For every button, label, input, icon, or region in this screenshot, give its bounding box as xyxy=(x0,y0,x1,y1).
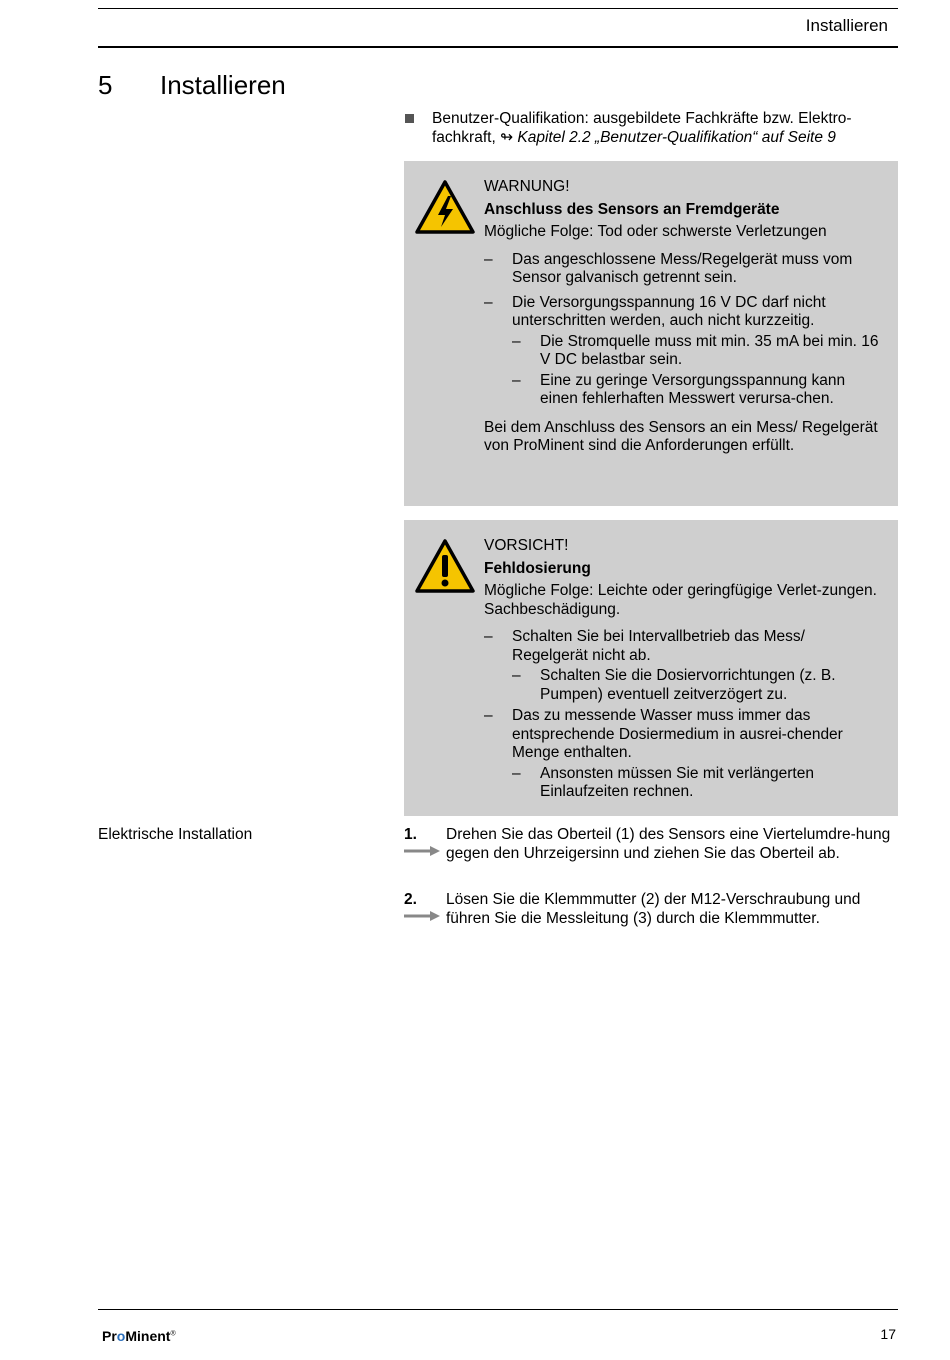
caution-content xyxy=(484,537,884,802)
dash-marker: – xyxy=(484,293,493,311)
warning-subitem xyxy=(512,372,884,409)
chapter-reference-link[interactable]: Kapitel 2.2 „Benutzer-Qualifikation“ auf Seite 9 xyxy=(517,128,836,146)
caution-exclamation-icon xyxy=(414,538,476,594)
caution-box xyxy=(404,520,898,816)
chapter-title: Installieren xyxy=(160,70,286,100)
side-heading-electrical-installation: Elektrische Installation xyxy=(98,826,253,843)
user-qualification xyxy=(432,110,892,147)
header-top-rule xyxy=(98,8,898,9)
caution-item xyxy=(484,628,884,704)
warning-subitem xyxy=(512,333,884,370)
step-arrow-icon xyxy=(404,846,440,856)
caution-subitem-text: Schalten Sie die Dosiervorrichtungen (z. B. Pumpen) eventuell zeitverzögert zu. xyxy=(540,667,836,703)
cross-reference-icon: ↬ xyxy=(500,128,514,146)
footer-rule xyxy=(98,1309,898,1310)
warning-item-text: Die Versorgungsspannung 16 V DC darf nicht unterschritten werden, auch nicht kurzzeitig. xyxy=(512,293,826,329)
header-bottom-rule xyxy=(98,46,898,48)
warning-subitem-text: Eine zu geringe Versorgungsspannung kann einen fehlerhaften Messwert verursa-chen. xyxy=(540,371,846,407)
instruction-step xyxy=(404,826,896,886)
dash-marker: – xyxy=(484,707,493,724)
warning-subitem-text: Die Stromquelle muss mit min. 35 mA bei min. 16 V DC belastbar sein. xyxy=(540,332,879,368)
dash-marker: – xyxy=(484,628,493,645)
step-arrow-icon xyxy=(404,911,440,921)
warning-item xyxy=(484,294,884,409)
dash-marker: – xyxy=(484,250,493,268)
warning-note: Bei dem Anschluss des Sensors an ein Mess/ Regelgerät von ProMinent sind die Anforderungen erfüllt. xyxy=(484,418,878,454)
caution-signal-word: VORSICHT! xyxy=(484,537,569,554)
warning-item-text: Das angeschlossene Mess/Regelgerät muss vom Sensor galvanisch getrennt sein. xyxy=(512,250,853,286)
warning-box xyxy=(404,161,898,506)
caution-subitem xyxy=(512,765,884,802)
warning-item xyxy=(484,251,884,288)
dash-marker: – xyxy=(512,332,521,350)
caution-subitem xyxy=(512,667,884,704)
electrical-hazard-icon xyxy=(414,179,476,235)
warning-hazard: Anschluss des Sensors an Fremdgeräte xyxy=(484,200,780,218)
dash-marker: – xyxy=(512,371,521,389)
warning-consequence: Mögliche Folge: Tod oder schwerste Verletzungen xyxy=(484,223,827,240)
instruction-step xyxy=(404,891,896,931)
chapter-number: 5 xyxy=(98,70,113,100)
square-bullet-icon xyxy=(405,114,414,123)
caution-consequence: Mögliche Folge: Leichte oder geringfügige Verlet-zungen. Sachbeschädigung. xyxy=(484,582,877,618)
prominent-logo xyxy=(102,1328,176,1344)
logo-text-rest: Minent xyxy=(125,1328,171,1344)
step-text: Lösen Sie die Klemmmutter (2) der M12-Verschraubung und führen Sie die Messleitung (3) durch die Klemmmutter. xyxy=(446,891,861,927)
caution-item-text: Schalten Sie bei Intervallbetrieb das Mess/ Regelgerät nicht ab. xyxy=(512,628,805,664)
step-number: 2. xyxy=(404,891,417,908)
step-text: Drehen Sie das Oberteil (1) des Sensors eine Viertelumdre-hung gegen den Uhrzeigersinn und ziehen Sie das Oberteil ab. xyxy=(446,826,891,862)
caution-hazard: Fehldosierung xyxy=(484,559,591,577)
caution-item xyxy=(484,707,884,802)
step-number: 1. xyxy=(404,826,417,843)
page-number: 17 xyxy=(880,1326,896,1342)
caution-subitem-text: Ansonsten müssen Sie mit verlängerten Einlaufzeiten rechnen. xyxy=(540,764,814,800)
running-header-title: Installieren xyxy=(805,16,888,35)
dash-marker: – xyxy=(512,667,521,684)
registered-mark: ® xyxy=(170,1330,176,1338)
caution-item-text: Das zu messende Wasser muss immer das entsprechende Dosiermedium in ausrei-chender Menge enthalten. xyxy=(512,707,843,761)
logo-text-pr: Pr xyxy=(102,1328,117,1344)
warning-signal-word: WARNUNG! xyxy=(484,178,570,195)
dash-marker: – xyxy=(512,764,521,782)
qualification-text: Benutzer-Qualifikation: ausgebildete Fachkräfte bzw. Elektro-fachkraft, xyxy=(432,110,852,146)
warning-content xyxy=(484,178,884,456)
logo-text-o: o xyxy=(116,1328,126,1344)
